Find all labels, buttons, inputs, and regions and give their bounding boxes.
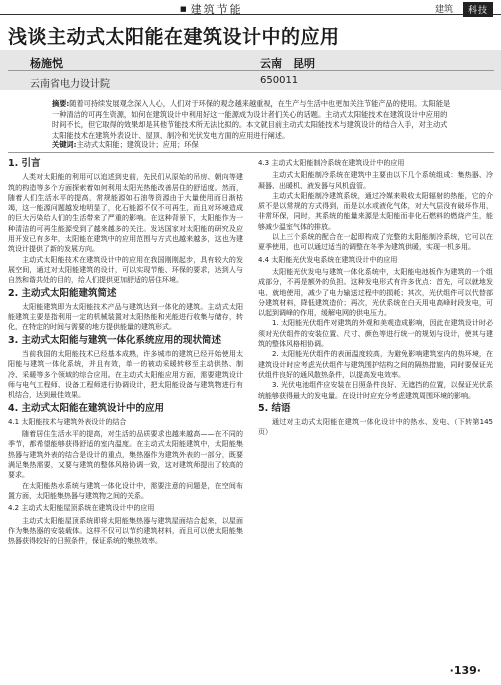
body-paragraph: 主动式太阳能屋顶系统即将太阳能集热器与建筑屋面结合起来，以屋面作为集热器的安装载体。这样不仅可以节约建筑材料，而且可以使太阳能集热器获得较好的日照条件，保证系统的集热效率。 [8, 516, 243, 546]
section-label-text: 建筑节能 [190, 3, 243, 16]
keywords-text: 主动式太阳能；建筑设计；应用；环保 [76, 140, 199, 149]
abstract-text: 随着可持续发展观念深入人心，人们对于环保的观念越来越重视，在生产与生活中也更加关注节能产品的使用。太阳能是一种清洁的可再生资源，如何在建筑设计中利用好这一能源成为设计者们关心的话题。主动式太阳能技术在建筑设计中应用的时间不长，但它取得的效果却是其他节能技术所无法比拟的。本文就目前主动式太阳能技术与建筑设计的结合入手，对主动式太阳能技术在建筑外表设计、屋顶、制冷和光伏发电方面的应用进行阐述。 [52, 99, 451, 140]
section-heading: 3. 主动式太阳能与建筑一体化系统应用的现状简述 [8, 334, 222, 346]
body-paragraph: 人类对太阳能的利用可以追述到史前，先民们从原始的吊房、朝向等建筑的构造等多个方面探索着如何利用太阳光热能改善居住的舒适度。然而，随着人们生活水平的提高，常规能源如石油等资源由于大量使用而日渐枯竭，这一能源问题越发地明显了，化石能源不仅不可再生，而且对环境造成的巨大污染给人们的生活带来了严重的影响。在这种背景下，太阳能作为一种清洁的可再生能源受到了越来越多的关注。发达国家对太阳能的研究及应用开发已有多年，太阳能在建筑中的应用范围与方式也越来越多，这也为建筑设计提供了新的发展方向。 [8, 173, 243, 254]
right-column [258, 156, 493, 438]
journal-badge-right: 科技 [463, 2, 493, 17]
section-label [180, 1, 243, 17]
header-rule [0, 14, 501, 15]
body-paragraph: 3. 光伏电池组件应安装在日照条件良好、无遮挡的位置，以保证光伏系统能够获得最大的发电量。在设计时应充分考虑建筑周围环境的影响。 [258, 381, 493, 400]
section-heading: 2. 主动式太阳能建筑简述 [8, 287, 117, 299]
subsection-heading: 4.3 主动式太阳能制冷系统在建筑设计中的应用 [258, 159, 405, 167]
subsection-heading: 4.2 主动式太阳能屋顶系统在建筑设计中的应用 [8, 504, 155, 513]
body-paragraph: 1. 太阳能光伏组件对建筑的外观和美观造成影响，因此在建筑设计时必须对光伏组件的安装位置、尺寸、颜色等进行统一的规划与设计，使其与建筑的整体风格相协调。 [258, 319, 493, 349]
paper-title: 浅谈主动式太阳能在建筑设计中的应用 [8, 26, 340, 48]
body-paragraph: 太阳能光伏发电与建筑一体化系统中，太阳能电池板作为建筑的一个组成部分，不再是额外的负担。这种发电形式有许多优点：首先，可以就地发电、就地使用，减少了电力输送过程中的损耗；其次，光伏组件可以代替部分建筑材料，降低建筑造价；再次，光伏系统在白天用电高峰时段发电，可以起到调峰的作用，缓解电网的供电压力。 [258, 267, 493, 318]
author-divider [8, 70, 494, 71]
body-paragraph: 随着居住生活水平的提高，对生活的品质要求也越来越高——在不同的季节，都希望能够获得舒适的室内温度。在主动式太阳能建筑中，太阳能集热器与建筑外表的结合是设计的重点，集热器作为建筑外表的一部分，既要满足集热需要，又要与建筑的整体风格协调一致，这对建筑师提出了较高的要求。 [8, 430, 243, 480]
body-paragraph: 在太阳能热水系统与建筑一体化设计中，需要注意的问题是，在空间布置方面，太阳能集热器与建筑物之间的关系。 [8, 481, 243, 500]
body-paragraph: 以上三个系统的配合在一起即构成了完整的太阳能制冷系统，它可以在夏季使用，也可以通过适当的调整在冬季为建筑供暖，实现一机多用。 [258, 233, 493, 252]
keywords-label: 关键词: [52, 140, 77, 149]
author-location: 云南 昆明 [260, 57, 315, 70]
abstract [52, 99, 452, 141]
body-paragraph: 主动式太阳能技术在建筑设计中的应用在我国刚刚起步，具有较大的发展空间，通过对太阳能建筑的设计，可以实现节能、环保的要求，达到人与自然和谐共处的目的，给人们提供更加舒适的居住环境。 [8, 255, 243, 285]
keywords [52, 140, 199, 150]
author-name: 杨施悦 [30, 57, 63, 70]
left-column [8, 156, 243, 546]
postcode: 650011 [260, 75, 299, 86]
section-heading: 5. 结语 [258, 402, 291, 414]
body-paragraph: 2. 太阳能光伏组件的表面温度较高，为避免影响建筑室内的热环境，在建筑设计时应考虑光伏组件与建筑围护结构之间的隔热措施，同时要保证光伏组件良好的通风散热条件，以提高发电效率。 [258, 350, 493, 379]
body-paragraph: 主动式太阳能制冷建筑系统，通过冷媒来吸收太阳辐射的热能，它的介质不是以常规的方式得到，而是以水或液化气体，对大气层没有破坏作用，非常环保，同时，其系统的能量来源是太阳能而非化石燃料的燃烧产生，能够减少温室气体的排放。 [258, 191, 493, 231]
subsection-heading: 4.1 太阳能技术与建筑外表设计的结合 [8, 417, 127, 426]
body-paragraph: 当前我国的太阳能技术已经基本成熟，许多城市的建筑已经开始使用太阳能与建筑一体化系统，并且有效，单一的被动采暖转移至主动供热、制冷、采暖等多个领域的综合应用。在主动式太阳能应用方面，需要建筑设计师与电气工程师、设备工程师进行协调设计，把太阳能设备与建筑物进行有机结合，达到最佳效果。 [8, 350, 243, 400]
section-heading: 4. 主动式太阳能在建筑设计中的应用 [8, 402, 165, 414]
abstract-label: 摘要: [52, 99, 70, 108]
affiliation: 云南省电力设计院 [30, 79, 110, 90]
abstract-divider [8, 152, 494, 153]
subsection-heading: 4.4 太阳能光伏发电系统在建筑设计中的应用 [258, 255, 398, 264]
square-bullet-icon: ■ [180, 5, 189, 13]
body-paragraph: 太阳能建筑即为太阳能技术产品与建筑达到一体化的建筑。主动式太阳能建筑主要是指利用一定的机械装置对太阳热能和光能进行收集与储存，转化，在特定的时间与需要的地方提供能量的建筑形式。 [8, 302, 243, 332]
section-heading: 1. 引言 [8, 158, 41, 169]
body-paragraph: 主动式太阳能制冷系统在建筑中主要由以下几个系统组成：集热器、冷凝器、出暖机、液发器与风机盘管。 [258, 171, 493, 190]
page-number: ·139· [449, 664, 481, 677]
body-paragraph: 通过对主动式太阳能在建筑一体化设计中的热水、发电、（下转第145页） [258, 418, 493, 437]
journal-badge-left: 建筑 [434, 5, 453, 15]
